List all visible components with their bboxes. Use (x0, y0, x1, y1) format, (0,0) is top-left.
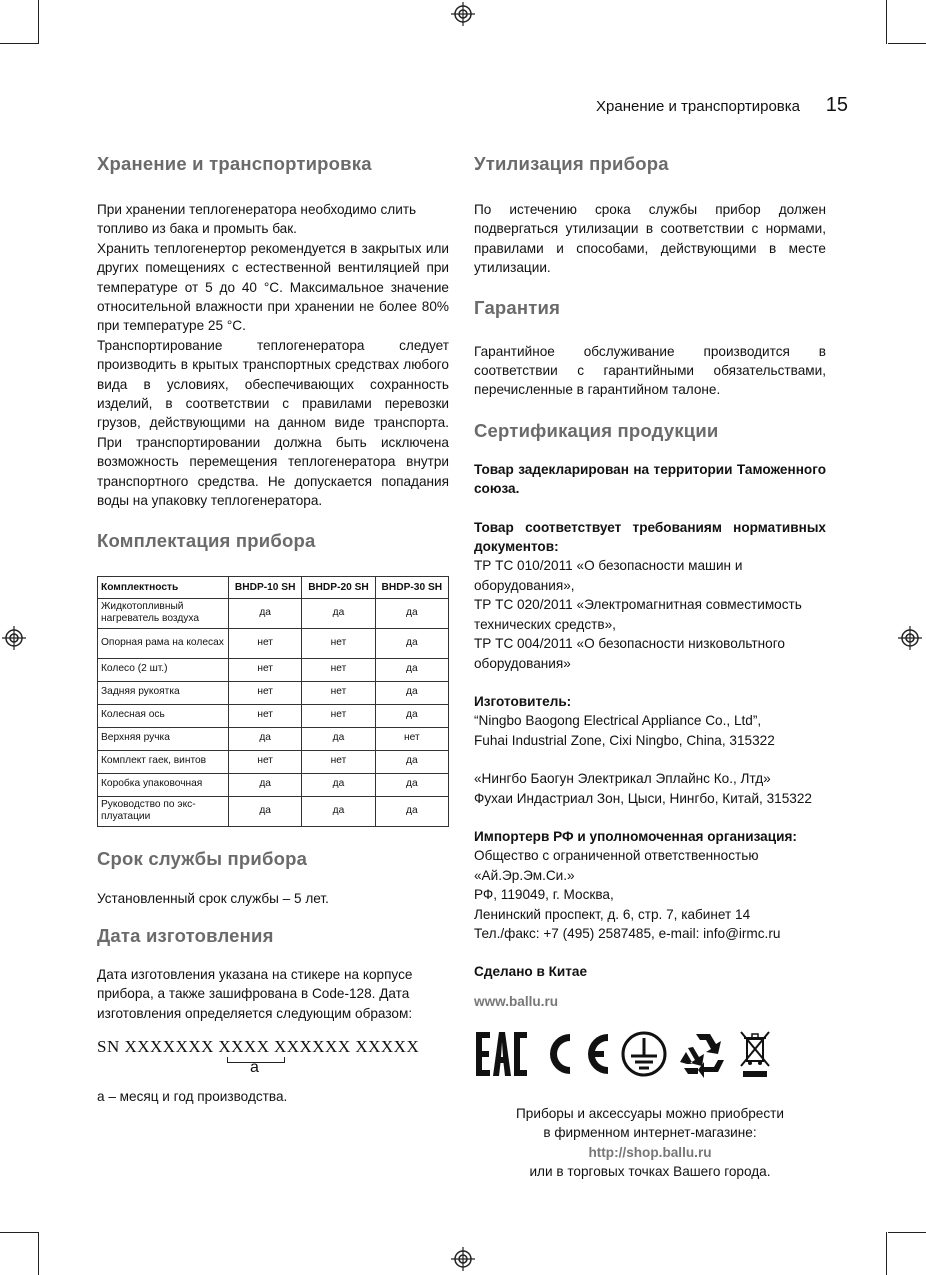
table-cell: да (375, 773, 448, 796)
table-cell: да (375, 704, 448, 727)
table-cell: да (375, 681, 448, 704)
crop-mark (38, 1232, 39, 1275)
made-in: Сделано в Китае (474, 964, 588, 980)
weee-bin-icon (738, 1029, 772, 1079)
ground-symbol-icon (620, 1030, 668, 1078)
serial-suffix: XXXXXX XXXXX (273, 1037, 420, 1057)
table-cell: да (375, 750, 448, 773)
table-cell: да (375, 598, 448, 628)
table-cell: нет (302, 750, 375, 773)
table-cell: нет (229, 628, 302, 658)
table-cell: Коробка упаковочная (98, 773, 229, 796)
table-cell: Колесо (2 шт.) (98, 658, 229, 681)
storage-paragraph: Хранить теплогенертор рекомендуется в закрытых или других помещениях с естественной вентиляцией при температуре от 5 до 40 °С. Максимальное значение относительной влажности при хранении не более 80% при температуре 25 °С. (97, 240, 449, 334)
disposal-text: По истечению срока службы прибор должен подвергаться утилизации в соответствии с нормами, правилами и способами, действующими в месте утилизации. (474, 202, 826, 276)
header-section-title: Хранение и транспортировка (596, 98, 800, 115)
registration-mark-icon (2, 626, 26, 650)
table-cell: нет (229, 704, 302, 727)
table-cell: нет (375, 727, 448, 750)
table-header-cell: BHDP-20 SH (302, 576, 375, 598)
table-row (98, 628, 449, 658)
table-cell: да (229, 727, 302, 750)
table-cell: нет (229, 681, 302, 704)
storage-title: Хранение и транспортировка (97, 153, 372, 174)
table-cell: нет (229, 658, 302, 681)
shop-line: в фирменном интернет-магазине: (543, 1125, 757, 1141)
table-cell: да (302, 727, 375, 750)
eac-mark (474, 1030, 528, 1078)
table-row (98, 681, 449, 704)
manufacturer-heading: Изготовитель: (474, 693, 572, 709)
registration-mark-icon (451, 2, 475, 26)
table-cell: да (375, 658, 448, 681)
date-code-label: а (250, 1059, 259, 1077)
table-cell: нет (302, 628, 375, 658)
storage-paragraph: Транспортирование теплогенератора следует производить в крытых транспортных средствах любого вида в условиях, обеспечивающих сохранность изделий, в соответствии с правилами перевозки грузов, действующими на данном виде транспорта. При транспортировании должна быть исключена возможность перемещения теплогенератора внутри транспортного средства. Не допускается попадания воды на упаковку теплогенератора. (97, 337, 449, 509)
table-cell: да (375, 628, 448, 658)
kit-title: Комплектация прибора (97, 529, 316, 551)
table-cell: Верхняя ручка (98, 727, 229, 750)
disposal-title: Утилизация прибора (474, 153, 669, 174)
crop-mark (886, 0, 887, 44)
table-row (98, 773, 449, 796)
importer-line: Тел./факс: +7 (495) 2587485, e-mail: info@irmc.ru (474, 925, 781, 941)
page-number: 15 (825, 94, 848, 116)
left-column (97, 150, 449, 1107)
crop-mark (0, 43, 38, 44)
crop-mark (886, 1232, 887, 1275)
serial-date-code: XXXX (218, 1037, 270, 1057)
importer-heading: Импортерв РФ и уполномоченная организация: (474, 828, 797, 844)
table-cell: Колесная ось (98, 704, 229, 727)
manufacture-date-text: Дата изготовления указана на стикере на корпусе прибора, а также зашифрована в Code-128. Дата изготовления определяется следующим образом: (97, 966, 413, 1021)
crop-mark (888, 43, 926, 44)
table-row (98, 750, 449, 773)
table-cell: нет (302, 658, 375, 681)
recycle-icon (676, 1030, 730, 1078)
table-cell: нет (302, 681, 375, 704)
shop-info (474, 1104, 826, 1182)
manufacture-date-title: Дата изготовления (97, 924, 274, 946)
registration-mark-icon (451, 1247, 475, 1271)
shop-url-link[interactable]: http://shop.ballu.ru (588, 1144, 712, 1160)
table-cell: да (375, 796, 448, 826)
crop-mark (888, 1232, 926, 1233)
table-row (98, 598, 449, 628)
certification-doc: ТР ТС 020/2011 «Электромагнитная совместимость технических средств», (474, 597, 802, 632)
service-life-title: Срок службы прибора (97, 847, 308, 869)
registration-mark-icon (898, 626, 922, 650)
table-header-cell: BHDP-10 SH (229, 576, 302, 598)
table-cell: Жидкотопливный нагреватель воздуха (98, 598, 229, 628)
storage-paragraph: При хранении теплогенератора необходимо слить топливо из бака и промыть бак. (97, 202, 417, 237)
table-cell: Руководство по экс-плуатации (98, 796, 229, 826)
shop-line: Приборы и аксессуары можно приобрести (516, 1106, 784, 1121)
table-cell: нет (229, 750, 302, 773)
service-life-text: Установленный срок службы – 5 лет. (97, 890, 329, 906)
certification-declared: Товар задекларирован на территории Таможенного союза. (474, 461, 826, 497)
table-cell: да (302, 796, 375, 826)
crop-mark (38, 0, 39, 44)
table-header-cell: BHDP-30 SH (375, 576, 448, 598)
table-cell: да (302, 598, 375, 628)
table-cell: да (302, 773, 375, 796)
table-header-cell: Комплектность (98, 576, 229, 598)
table-row (98, 727, 449, 750)
warranty-text: Гарантийное обслуживание производится в соответствии с гарантийными обязательствами, перечисленные в гарантийном талоне. (474, 343, 826, 398)
table-cell: нет (302, 704, 375, 727)
certification-complies-heading: Товар соответствует требованиям нормативных документов: (474, 519, 826, 555)
certification-doc: ТР ТС 010/2011 «О безопасности машин и оборудования», (474, 558, 743, 593)
importer-line: РФ, 119049, г. Москва, (474, 887, 614, 903)
kit-table (97, 576, 449, 827)
table-cell: да (229, 773, 302, 796)
ce-mark (536, 1030, 612, 1078)
table-cell: Комплект гаек, винтов (98, 750, 229, 773)
certification-doc: ТР ТС 004/2011 «О безопасности низковольтного оборудования» (474, 636, 785, 671)
manufacturer-en: Fuhai Industrial Zone, Cixi Ningbo, China, 315322 (474, 732, 775, 748)
manufacturer-ru: «Нингбо Баогун Электрикал Эплайнс Ко., Лтд» (474, 771, 771, 787)
table-header-row (98, 576, 449, 598)
table-row (98, 658, 449, 681)
table-cell: Опорная рама на колесах (98, 628, 229, 658)
shop-line: или в торговых точках Вашего города. (529, 1164, 771, 1180)
website-link[interactable]: www.ballu.ru (474, 993, 559, 1009)
importer-line: «Ай.Эр.Эм.Си.» (474, 867, 575, 883)
date-code-note: а – месяц и год производства. (97, 1089, 288, 1105)
certification-marks (474, 1029, 826, 1079)
serial-prefix: SN XXXXXXX (97, 1037, 214, 1057)
table-row (98, 796, 449, 826)
importer-line: Общество с ограниченной ответственностью (474, 848, 759, 864)
table-cell: Задняя рукоятка (98, 681, 229, 704)
manufacturer-ru: Фухаи Индастриал Зон, Цыси, Нингбо, Китай, 315322 (474, 790, 812, 806)
importer-line: Ленинский проспект, д. 6, стр. 7, кабинет 14 (474, 906, 751, 922)
right-column (474, 150, 826, 1079)
table-cell: да (229, 598, 302, 628)
table-cell: да (229, 796, 302, 826)
warranty-title: Гарантия (474, 296, 561, 318)
serial-number-format (97, 1037, 449, 1077)
manufacturer-en: “Ningbo Baogong Electrical Appliance Co., Ltd”, (474, 713, 762, 729)
crop-mark (0, 1232, 38, 1233)
certification-title: Сертификация продукции (474, 419, 719, 441)
table-row (98, 704, 449, 727)
